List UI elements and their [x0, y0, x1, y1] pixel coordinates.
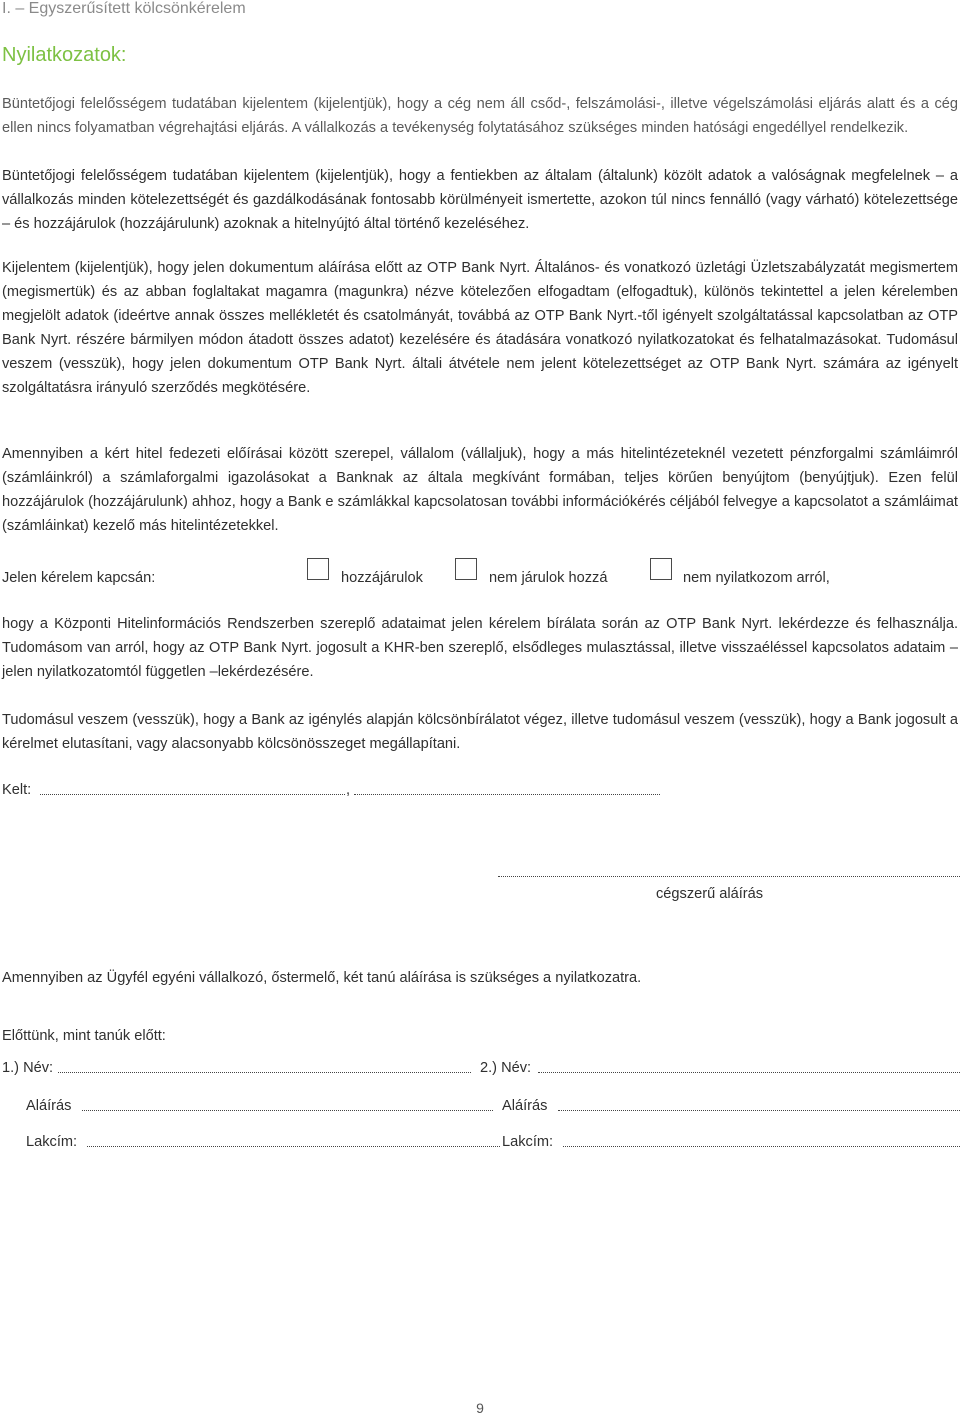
witness-1-name-field[interactable]: [58, 1058, 471, 1073]
witness-2-signature-field[interactable]: [558, 1096, 960, 1111]
witness-1-address-field[interactable]: [87, 1132, 500, 1147]
witness-1-signature-field[interactable]: [82, 1096, 493, 1111]
witness-2-signature-label: Aláírás: [502, 1098, 548, 1114]
no-statement-option-label: nem nyilatkozom arról,: [683, 570, 830, 586]
company-signature-line[interactable]: [498, 862, 960, 877]
no-statement-checkbox[interactable]: [650, 558, 672, 580]
witness-intro: Előttünk, mint tanúk előtt:: [2, 1028, 166, 1044]
witness-2-address-field[interactable]: [563, 1132, 960, 1147]
kelt-date-field[interactable]: [354, 780, 660, 795]
witness-2-address-label: Lakcím:: [502, 1134, 554, 1150]
consent-option-label: hozzájárulok: [341, 570, 423, 586]
declaration-paragraph-4: Amennyiben a kért hitel fedezeti előírásai között szerepel, vállalom (vállaljuk), hogy a más hitelintézeteknél vezetett pénzforgalmi számláimról (számláinkról) a számlaforgalmi igazolásokat a Banknak az általa megkívánt formában, teljes körűen benyújtom (benyújtjuk). Ezen felül hozzájárulok (hozzájárulunk) ahhoz, hogy a Bank e számlákkal kapcsolatosan további információkérés céljából felvegye a kapcsolatot a számláimat (számláinkat) kezelő más hitelintézetekkel.: [2, 446, 958, 534]
witness-requirement-paragraph: Amennyiben az Ügyfél egyéni vállalkozó, őstermelő, két tanú aláírása is szükséges a nyilatkozatra.: [2, 970, 642, 986]
declaration-paragraph-3: Kijelentem (kijelentjük), hogy jelen dokumentum aláírása előtt az OTP Bank Nyrt. Általános- és vonatkozó üzletági Üzletszabályzatát megismertem (megismertük) és az abban foglaltakat magamra (magunkra) nézve kötelezően elfogadtam (elfogadtuk), különös tekintettel a jelen kérelemben megjelölt adatok (ideértve annak összes mellékletét és csatolmányát, továbbá az OTP Bank Nyrt.-től igényelt szolgáltatással kapcsolatban az OTP Bank Nyrt. részére bármilyen módon átadott összes adatot) kezelésére és átadására vonatkozó nyilatkozatokat és felhatalmazásokat. Tudomásul veszem (vesszük), hogy jelen dokumentum OTP Bank Nyrt. általi átvétele nem jelent kötelezettséget az OTP Bank Nyrt. számára az igényelt szolgáltatásra irányuló szerződés megkötésére.: [2, 260, 958, 396]
declaration-paragraph-1: Büntetőjogi felelősségem tudatában kijelentem (kijelentjük), hogy a cég nem áll csőd-, felszámolási-, illetve végelszámolási eljárás alatt és a cég ellen nincs folyamatban végrehajtási eljárás. A vállalkozás a tevékenység folytatásához szükséges minden hatósági engedéllyel rendelkezik.: [2, 96, 958, 136]
kelt-label: Kelt:: [2, 782, 32, 798]
page-number: 9: [476, 1400, 484, 1416]
document-header: I. – Egyszerűsített kölcsönkérelem: [2, 0, 246, 17]
section-title: Nyilatkozatok:: [2, 44, 127, 66]
witness-1-name-label: 1.) Név:: [2, 1060, 54, 1076]
witness-1-address-label: Lakcím:: [26, 1134, 78, 1150]
consent-checkbox[interactable]: [307, 558, 329, 580]
decision-paragraph: Tudomásul veszem (vesszük), hogy a Bank az igénylés alapján kölcsönbírálatot végez, illetve tudomásul veszem (vesszük), hogy a Bank jogosult a kérelmet elutasítani, vagy alacsonyabb kölcsönösszeget megállapítani.: [2, 712, 958, 752]
witness-1-signature-label: Aláírás: [26, 1098, 72, 1114]
witness-2-name-field[interactable]: [538, 1058, 960, 1073]
kelt-place-field[interactable]: [40, 780, 345, 795]
kelt-separator: ,: [346, 782, 351, 798]
decline-option-label: nem járulok hozzá: [489, 570, 608, 586]
declaration-paragraph-2: Büntetőjogi felelősségem tudatában kijelentem (kijelentjük), hogy a fentiekben az általam (általunk) közölt adatok a valóságnak megfelelnek – a vállalkozás minden kötelezettségét és gazdálkodásának fontosabb körülményeit ismertette, azokon túl nincs fennálló (vagy várható) kötelezettsége – és hozzájárulok (hozzájárulunk) azoknak a hitelnyújtó által történő kezeléséhez.: [2, 168, 958, 232]
khr-paragraph: hogy a Központi Hitelinformációs Rendszerben szereplő adataimat jelen kérelem bírálata során az OTP Bank Nyrt. lekérdezze és felhasználja. Tudomásom van arról, hogy az OTP Bank Nyrt. jogosult a KHR-ben szereplő, elsődleges mulasztással, illetve visszaéléssel kapcsolatos adataim – jelen nyilatkozatomtól független –lekérdezésére.: [2, 616, 958, 680]
witness-2-name-label: 2.) Név:: [480, 1060, 532, 1076]
khr-consent-label: Jelen kérelem kapcsán:: [2, 570, 156, 586]
signature-caption: cégszerű aláírás: [656, 886, 764, 902]
decline-checkbox[interactable]: [455, 558, 477, 580]
